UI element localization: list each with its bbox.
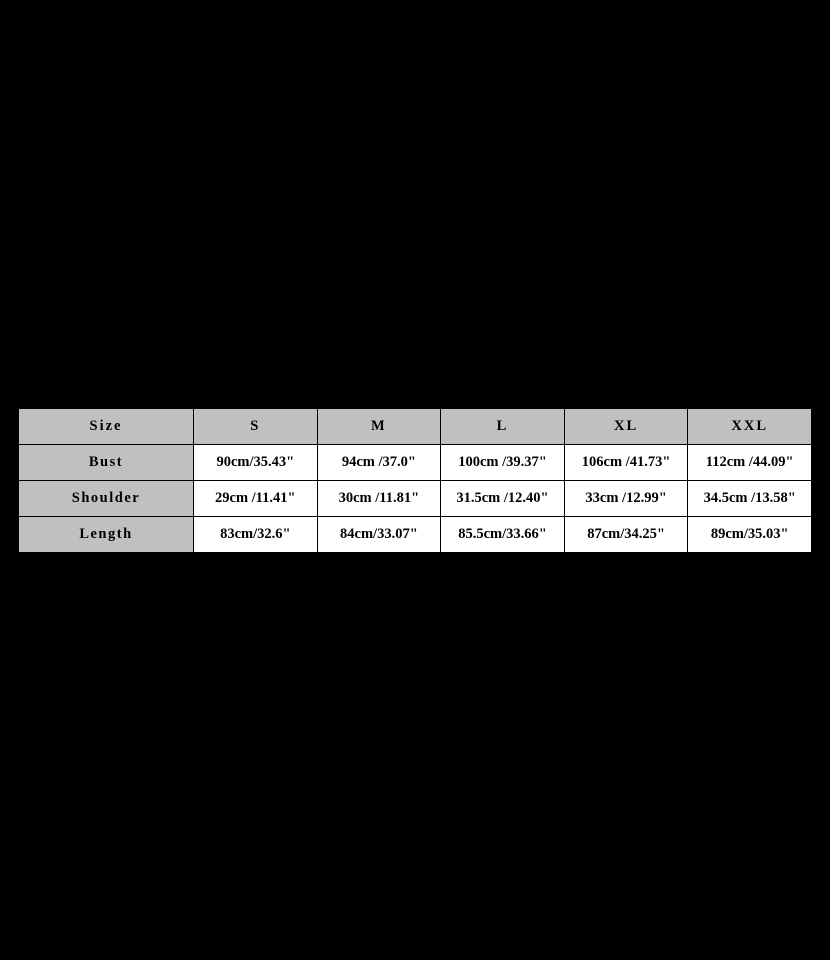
cell-length-xl: 87cm/34.25" bbox=[564, 517, 688, 553]
row-label-length: Length bbox=[19, 517, 194, 553]
column-header-l: L bbox=[441, 409, 565, 445]
size-chart-table bbox=[18, 408, 812, 553]
cell-length-xxl: 89cm/35.03" bbox=[688, 517, 812, 553]
cell-shoulder-s: 29cm /11.41" bbox=[194, 481, 318, 517]
column-header-size: Size bbox=[19, 409, 194, 445]
column-header-s: S bbox=[194, 409, 318, 445]
cell-bust-xxl: 112cm /44.09" bbox=[688, 445, 812, 481]
cell-length-m: 84cm/33.07" bbox=[317, 517, 441, 553]
row-label-shoulder: Shoulder bbox=[19, 481, 194, 517]
column-header-xl: XL bbox=[564, 409, 688, 445]
cell-length-l: 85.5cm/33.66" bbox=[441, 517, 565, 553]
column-header-m: M bbox=[317, 409, 441, 445]
cell-bust-l: 100cm /39.37" bbox=[441, 445, 565, 481]
column-header-xxl: XXL bbox=[688, 409, 812, 445]
cell-bust-s: 90cm/35.43" bbox=[194, 445, 318, 481]
table-header-row bbox=[19, 409, 812, 445]
table-row bbox=[19, 445, 812, 481]
cell-shoulder-m: 30cm /11.81" bbox=[317, 481, 441, 517]
cell-length-s: 83cm/32.6" bbox=[194, 517, 318, 553]
row-label-bust: Bust bbox=[19, 445, 194, 481]
cell-bust-m: 94cm /37.0" bbox=[317, 445, 441, 481]
cell-bust-xl: 106cm /41.73" bbox=[564, 445, 688, 481]
table-row bbox=[19, 517, 812, 553]
cell-shoulder-xl: 33cm /12.99" bbox=[564, 481, 688, 517]
cell-shoulder-l: 31.5cm /12.40" bbox=[441, 481, 565, 517]
table-row bbox=[19, 481, 812, 517]
cell-shoulder-xxl: 34.5cm /13.58" bbox=[688, 481, 812, 517]
size-chart-container bbox=[18, 408, 812, 553]
